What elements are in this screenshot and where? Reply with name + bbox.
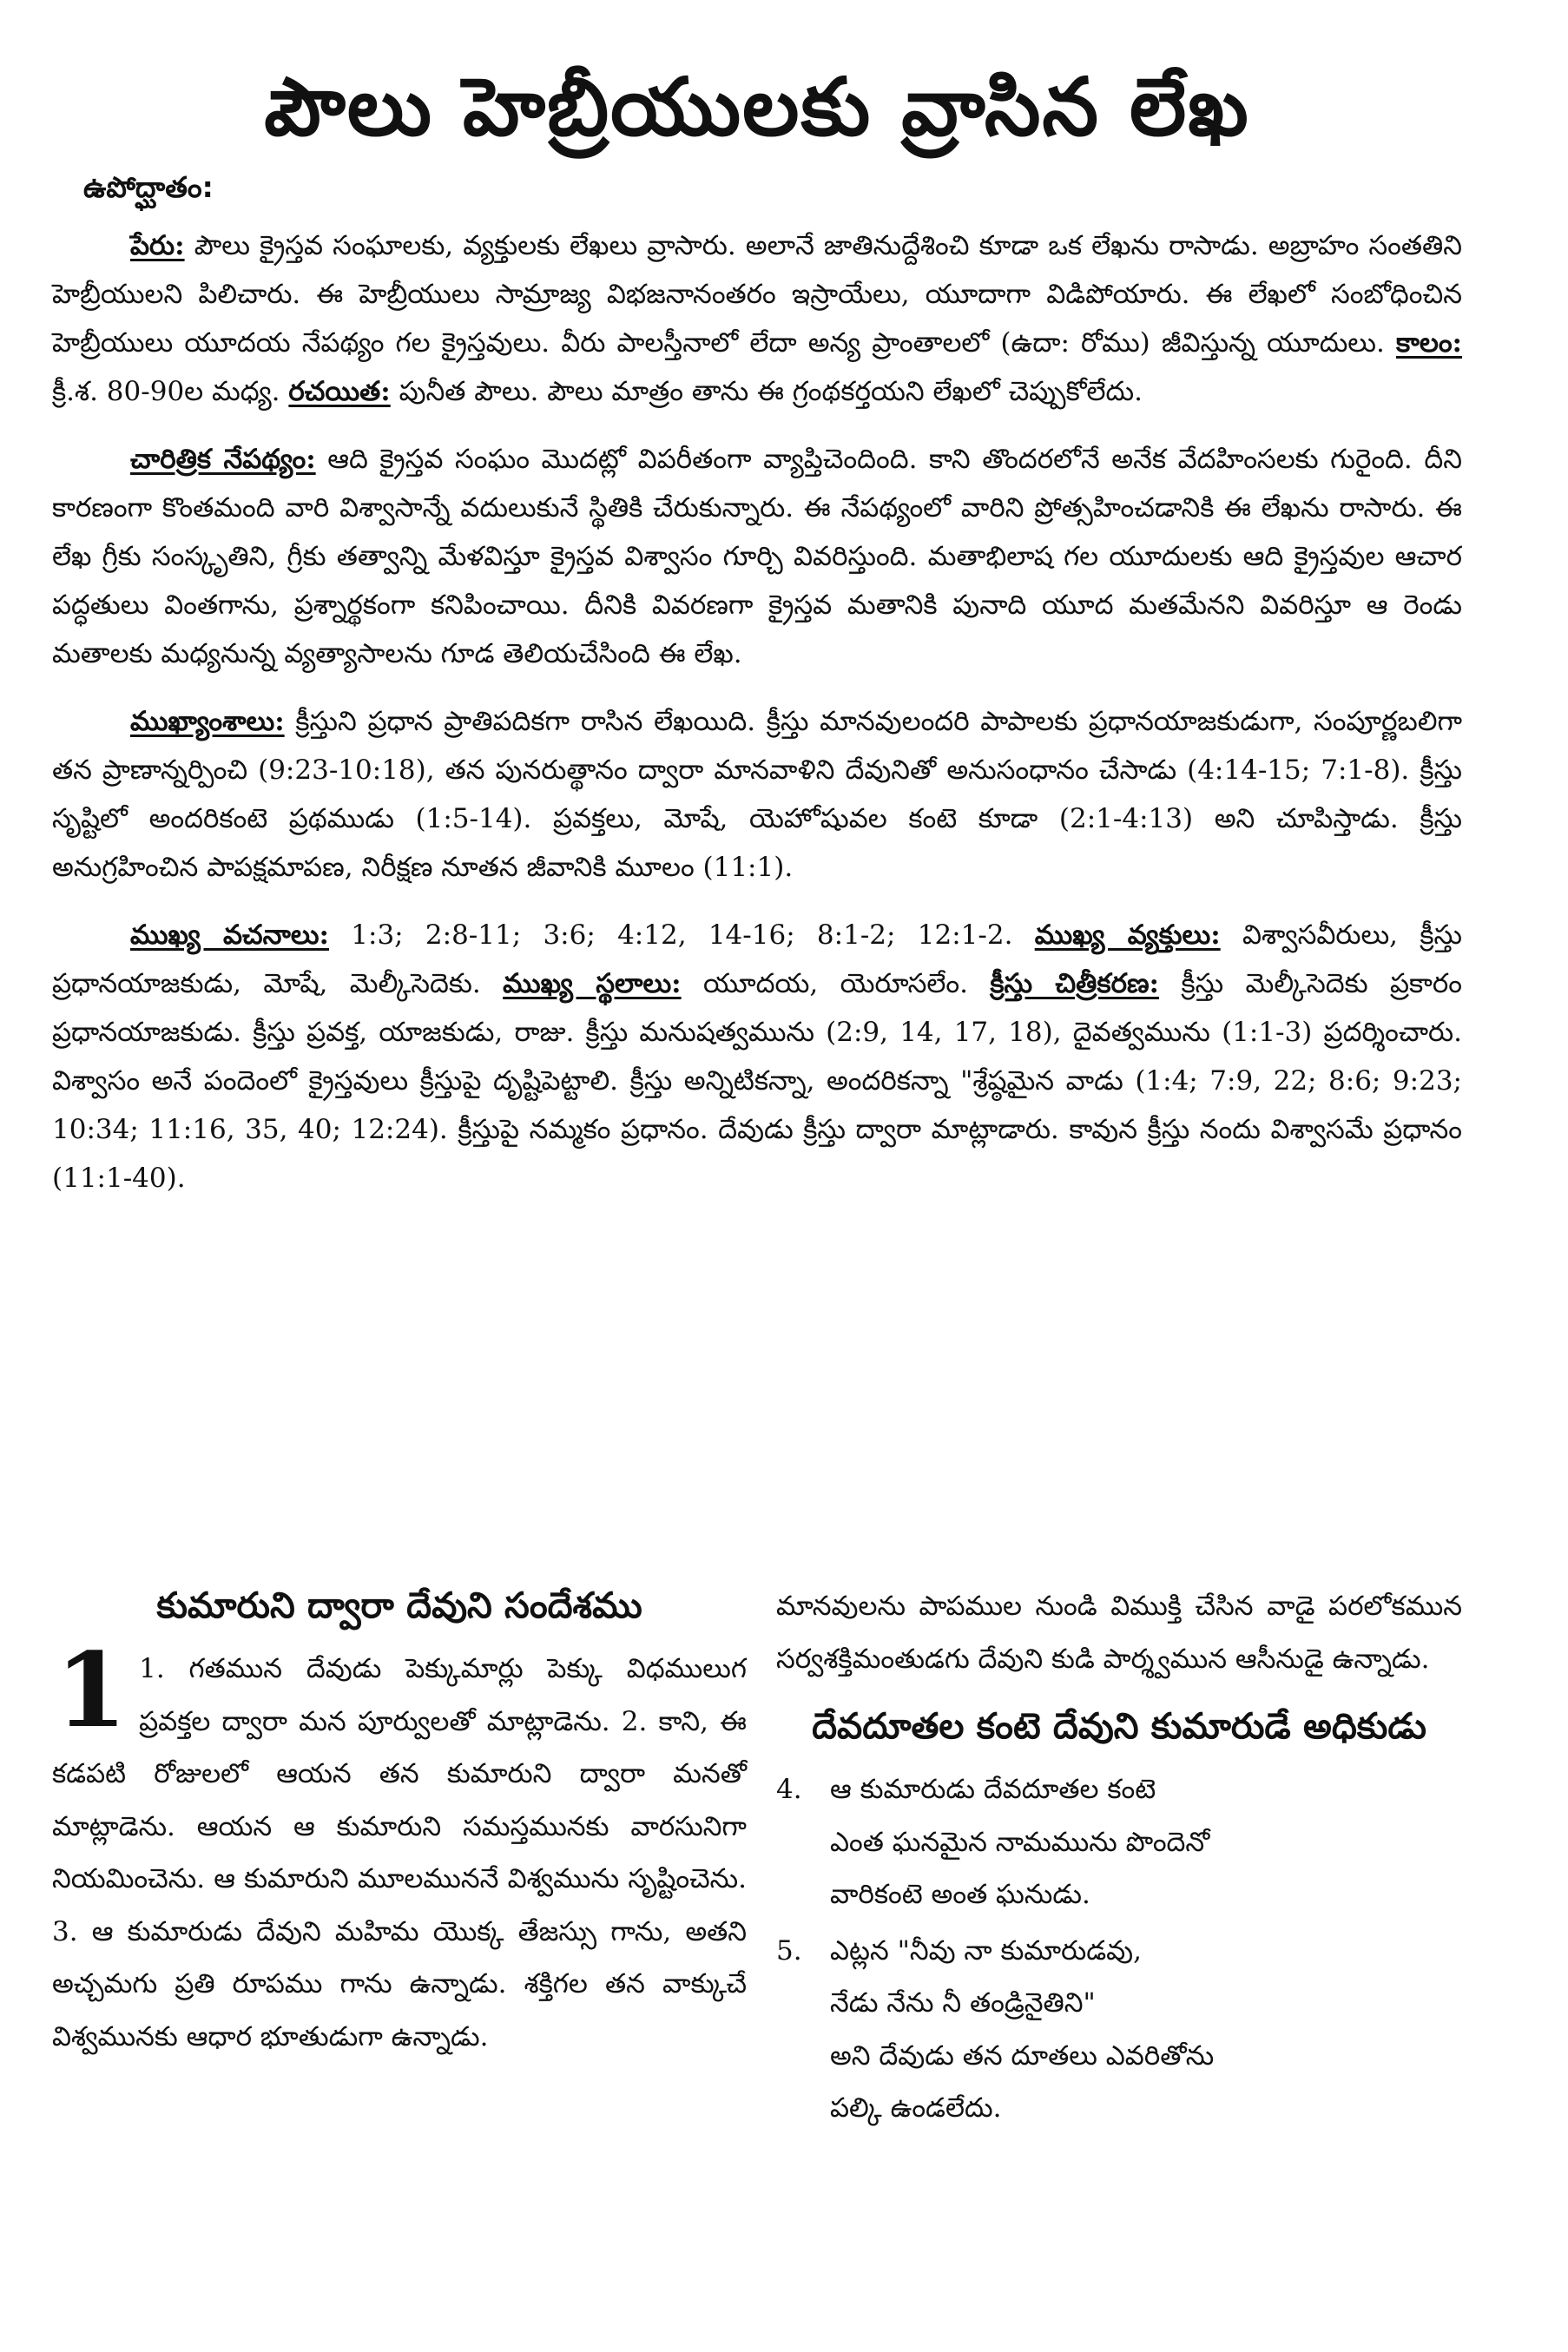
themes-paragraph [52,697,1462,892]
author-label: రచయిత: [288,376,391,407]
page-title: పౌలు హెబ్రీయులకు వ్రాసిన లేఖ [264,61,1250,154]
author-text: పునీత పౌలు. పౌలు మాత్రం తాను ఈ గ్రంథకర్తయని లేఖలో చెప్పుకోలేదు. [399,376,1143,407]
portrait-label: క్రీస్తు చిత్రీకరణ: [990,968,1160,999]
chapter-1-text [52,1630,747,2063]
persons-text: విశ్వాసవీరులు, క్రీస్తు ప్రధానయాజకుడు, మోషే, మెల్కీసెదెకు. [52,919,1462,999]
verse-line: ఎంత ఘనమైన నామమును పొందెనో [830,1826,1210,1858]
history-label: చారిత్రిక నేపథ్యం: [130,444,316,475]
verse-number: 4. [776,1774,802,1805]
places-text: యూదయ, యెరూసలేం. [703,968,968,999]
verse-line: ఎట్లన "నీవు నా కుమారుడవు, [830,1934,1142,1967]
verse-5 [776,1925,1462,2135]
verses-1-3-text: 1. గతమున దేవుడు పెక్కుమార్లు పెక్కు విధములుగ ప్రవక్తల ద్వారా మన పూర్వులతో మాట్లాడెను. 2. కాని, ఈ కడపటి రోజులలో ఆయన తన కుమారుని ద్వారా మనతో మాట్లాడెను. ఆయన ఆ కుమారుని సమస్తమునకు వారసునిగా నియమించెను. ఆ కుమారుని మూలముననే విశ్వమును సృష్టించెను. 3. ఆ కుమారుడు దేవుని మహిమ యొక్క తేజస్సు గాను, అతని అచ్చమగు ప్రతి రూపము గాను ఉన్నాడు. శక్తిగల తన వాక్కుచే విశ్వమునకు ఆధార భూతుడుగా ఉన్నాడు. [52,1653,747,2052]
intro-heading: ఉపోద్ఘాతం: [83,170,214,204]
verse-line: పల్కి ఉండలేదు. [830,2092,1002,2124]
verses-label: ముఖ్య వచనాలు: [130,919,329,951]
verse-line: వారికంటె అంత ఘనుడు. [830,1879,1090,1910]
name-text: పౌలు క్రైస్తవ సంఘాలకు, వ్యక్తులకు లేఖలు వ్రాసారు. అలానే జాతినుద్దేశించి కూడా ఒక లేఖను రాసాడు. అబ్రాహం సంతతిని హెబ్రీయులని పిలిచారు. ఈ హెబ్రీయులు సామ్రాజ్య విభజనానంతరం ఇస్రాయేలు, యూదాగా విడిపోయారు. ఈ లేఖలో సంబోధించిన హెబ్రీయులు యూదయ నేపథ్యం గల క్రైస్తవులు. వీరు పాలస్తీనాలో లేదా అన్య ప్రాంతాలలో (ఉదా: రోము) జీవిస్తున్న యూదులు. [52,230,1462,359]
themes-text: క్రీస్తుని ప్రధాన ప్రాతిపదికగా రాసిన లేఖయిది. క్రీస్తు మానవులందరి పాపాలకు ప్రధానయాజకుడుగా, సంపూర్ణబలిగా తన ప్రాణాన్నర్పించి (9:23-10:18), తన పునరుత్థానం ద్వారా మానవాళిని దేవునితో అనుసంధానం చేసాడు (4:14-15; 7:1-8). క్రీస్తు సృష్టిలో అందరికంటె ప్రథముడు (1:5-14). ప్రవక్తలు, మోషే, యెహోషువల కంటె కూడా (2:1-4:13) అని చూపిస్తాడు. క్రీస్తు అనుగ్రహించిన పాపక్షమాపణ, నిరీక్షణ నూతన జీవానికి మూలం (11:1). [52,706,1463,883]
name-label: పేరు: [130,230,185,261]
verse-line: ఆ కుమారుడు దేవదూతల కంటె [830,1774,1156,1805]
section-heading-message: కుమారుని ద్వారా దేవుని సందేశము [156,1584,642,1626]
document-page [52,0,1462,2352]
intro-name-paragraph [52,221,1462,416]
verse-4 [776,1763,1462,1921]
verse-line: అని దేవుడు తన దూతలు ఎవరితోను [830,2039,1215,2072]
chapter-columns [52,1580,1462,2138]
chapter-number: 1 [56,1630,128,1750]
themes-label: ముఖ్యాంశాలు: [130,706,285,737]
places-label: ముఖ్య స్థలాలు: [503,968,682,999]
verse-number: 5. [776,1934,802,1967]
verse-line: నేడు నేను నీ తండ్రినైతిని" [830,1987,1096,2019]
history-text: ఆది క్రైస్తవ సంఘం మొదట్లో విపరీతంగా వ్యాప్తిచెందింది. కాని తొందరలోనే అనేక వేదహింసలకు గురైంది. దీని కారణంగా కొంతమంది వారి విశ్వాసాన్నే వదులుకునే స్థితికి చేరుకున్నారు. ఈ నేపథ్యంలో వారిని ప్రోత్సహించడానికి ఈ లేఖను రాసారు. ఈ లేఖ గ్రీకు సంస్కృతిని, గ్రీకు తత్వాన్ని మేళవిస్తూ క్రైస్తవ విశ్వాసం గూర్చి వివరిస్తుంది. మతాభిలాష గల యూదులకు ఆది క్రైస్తవుల ఆచార పద్ధతులు వింతగాను, ప్రశ్నార్థకంగా కనిపించాయి. దీనికి వివరణగా క్రైస్తవ మతానికి పునాది యూద మతమేనని వివరిస్తూ ఆ రెండు మతాలకు మధ్యనున్న వ్యత్యాసాలను గూడ తెలియచేసింది ఈ లేఖ. [52,444,1462,669]
portrait-text: క్రీస్తు మెల్కీసెదెకు ప్రకారం ప్రధానయాజకుడు. క్రీస్తు ప్రవక్త, యాజకుడు, రాజు. క్రీస్తు మనుషత్వమును (2:9, 14, 17, 18), దైవత్వమును (1:1-3) ప్రదర్శించారు. విశ్వాసం అనే పందెంలో క్రైస్తవులు క్రీస్తుపై దృష్టిపెట్టాలి. క్రీస్తు అన్నిటికన్నా, అందరికన్నా "శ్రేష్ఠమైన వాడు (1:4; 7:9, 22; 8:6; 9:23; 10:34; 11:16, 35, 40; 12:24). క్రీస్తుపై నమ్మకం ప్రధానం. దేవుడు క్రీస్తు ద్వారా మాట్లాడారు. కావున క్రీస్తు నందు విశ్వాసమే ప్రధానం (11:1-40). [52,968,1463,1194]
time-label: కాలం: [1395,327,1463,359]
key-facts-paragraph [52,911,1462,1202]
verse-body [830,1925,1462,2135]
right-column [776,1580,1462,2138]
verses-text: 1:3; 2:8-11; 3:6; 4:12, 14-16; 8:1-2; 12:1-2. [351,919,1013,951]
verse-body [830,1763,1462,1921]
left-column [52,1580,747,2138]
time-text: క్రీ.శ. 80-90ల మధ్య. [52,376,280,407]
history-paragraph [52,435,1462,678]
verse-3-continuation: మానవులను పాపముల నుండి విముక్తి చేసిన వాడై పరలోకమున సర్వశక్తిమంతుడగు దేవుని కుడి పార్శ్వమున ఆసీనుడై ఉన్నాడు. [776,1591,1462,1675]
persons-label: ముఖ్య వ్యక్తులు: [1034,919,1221,951]
section-heading-superiority: దేవదూతల కంటె దేవుని కుమారుడే అధికుడు [812,1705,1426,1747]
